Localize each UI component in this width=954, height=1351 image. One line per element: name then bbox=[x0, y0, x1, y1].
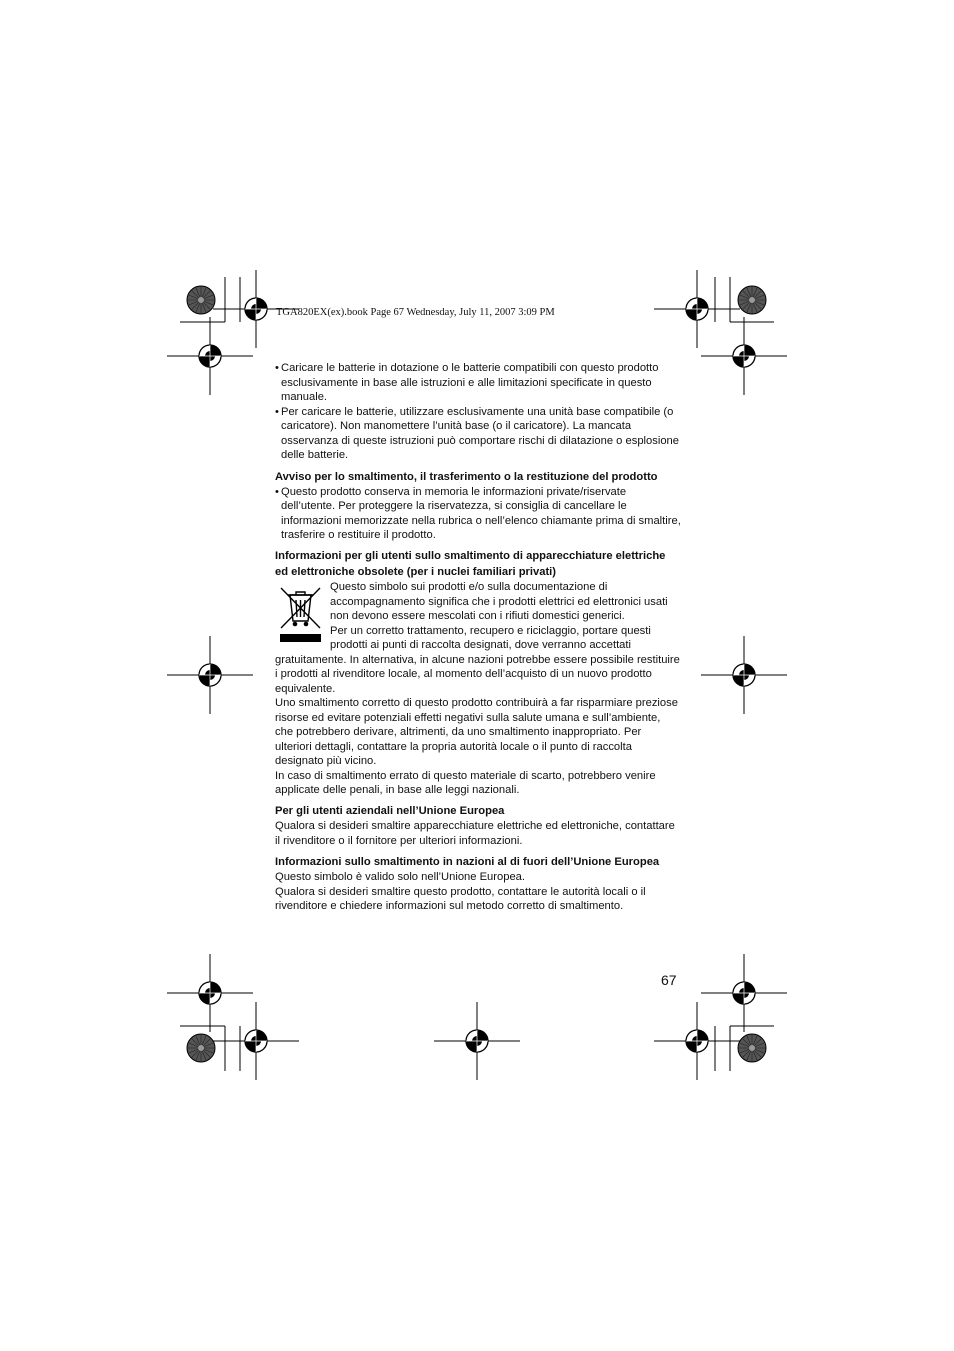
weee-crossed-bin-icon bbox=[275, 581, 326, 645]
weee-section-body bbox=[275, 580, 681, 798]
disposal-bullet-list bbox=[275, 485, 681, 543]
outside-eu-paragraph: Qualora si desideri smaltire questo prodotto, contattare le autorità locali o il rivenditore e chiedere informazioni sul metodo corretto di smaltimento. bbox=[275, 885, 646, 913]
weee-paragraph: In caso di smaltimento errato di questo materiale di scarto, potrebbero venire applicate delle penali, in base alle leggi nazionali. bbox=[275, 769, 656, 797]
weee-paragraph: Per un corretto trattamento, recupero e riciclaggio, portare questi prodotti ai punti di raccolta designati, dove verranno accettati gratuitamente. In alternativa, in alcune nazioni potrebbe essere possibile restituire i prodotti al rivenditore locale, al momento dell’acquisto di un nuovo prodotto equivalente. bbox=[275, 624, 680, 695]
weee-paragraph: Questo simbolo sui prodotti e/o sulla documentazione di accompagnamento significa che i prodotti elettrici ed elettronici usati non devono essere mescolati con i rifiuti domestici generici. bbox=[330, 581, 668, 623]
section-title-outside-eu: Informazioni sullo smaltimento in nazioni al di fuori dell’Unione Europea bbox=[275, 856, 660, 869]
weee-paragraph: Uno smaltimento corretto di questo prodotto contribuirà a far risparmiare preziose risorse ed evitare potenziali effetti negativi sulla salute umana e sull’ambiente, che potrebbero derivare, altrimenti, da uno smaltimento inappropriato. Per ulteriori dettagli, contattare la propria autorità locale o il punto di raccolta designato più vicino. bbox=[275, 697, 678, 768]
section-title-disposal-notice: Avviso per lo smaltimento, il trasferimento o la restituzione del prodotto bbox=[275, 470, 658, 483]
section-title-business: Per gli utenti aziendali nell’Unione Europea bbox=[275, 804, 505, 817]
battery-bullet-list bbox=[275, 361, 681, 463]
book-header: TGA820EX(ex).book Page 67 Wednesday, July 11, 2007 3:09 PM bbox=[276, 307, 555, 318]
section-title-weee: Informazioni per gli utenti sullo smaltimento di apparecchiature elettriche ed elettroniche obsolete (per i nuclei familiari privati) bbox=[275, 549, 666, 579]
outside-eu-paragraph: Questo simbolo è valido solo nell’Unione Europea. bbox=[275, 871, 526, 884]
page-content bbox=[275, 361, 681, 914]
page-number: 67 bbox=[661, 972, 677, 988]
business-paragraph: Qualora si desideri smaltire apparecchiature elettriche ed elettroniche, contattare il rivenditore o il fornitore per ulteriori informazioni. bbox=[275, 820, 675, 847]
list-item: • Caricare le batterie in dotazione o le batterie compatibili con questo prodotto esclusivamente in base alle istruzioni e alle limitazioni specificate in questo manuale. bbox=[275, 361, 681, 405]
list-item: • Questo prodotto conserva in memoria le informazioni private/riservate dell’utente. Per proteggere la riservatezza, si consiglia di cancellare le informazioni memorizzate nella rubrica o nell’elenco chiamante prima di smaltire, trasferire o restituire il prodotto. bbox=[275, 485, 681, 543]
list-item: • Per caricare le batterie, utilizzare esclusivamente una unità base compatibile (o caricatore). Non manomettere l’unità base (o il caricatore). La mancata osservanza di queste istruzioni può comportare rischi di dilatazione o esplosione delle batterie. bbox=[275, 405, 681, 463]
